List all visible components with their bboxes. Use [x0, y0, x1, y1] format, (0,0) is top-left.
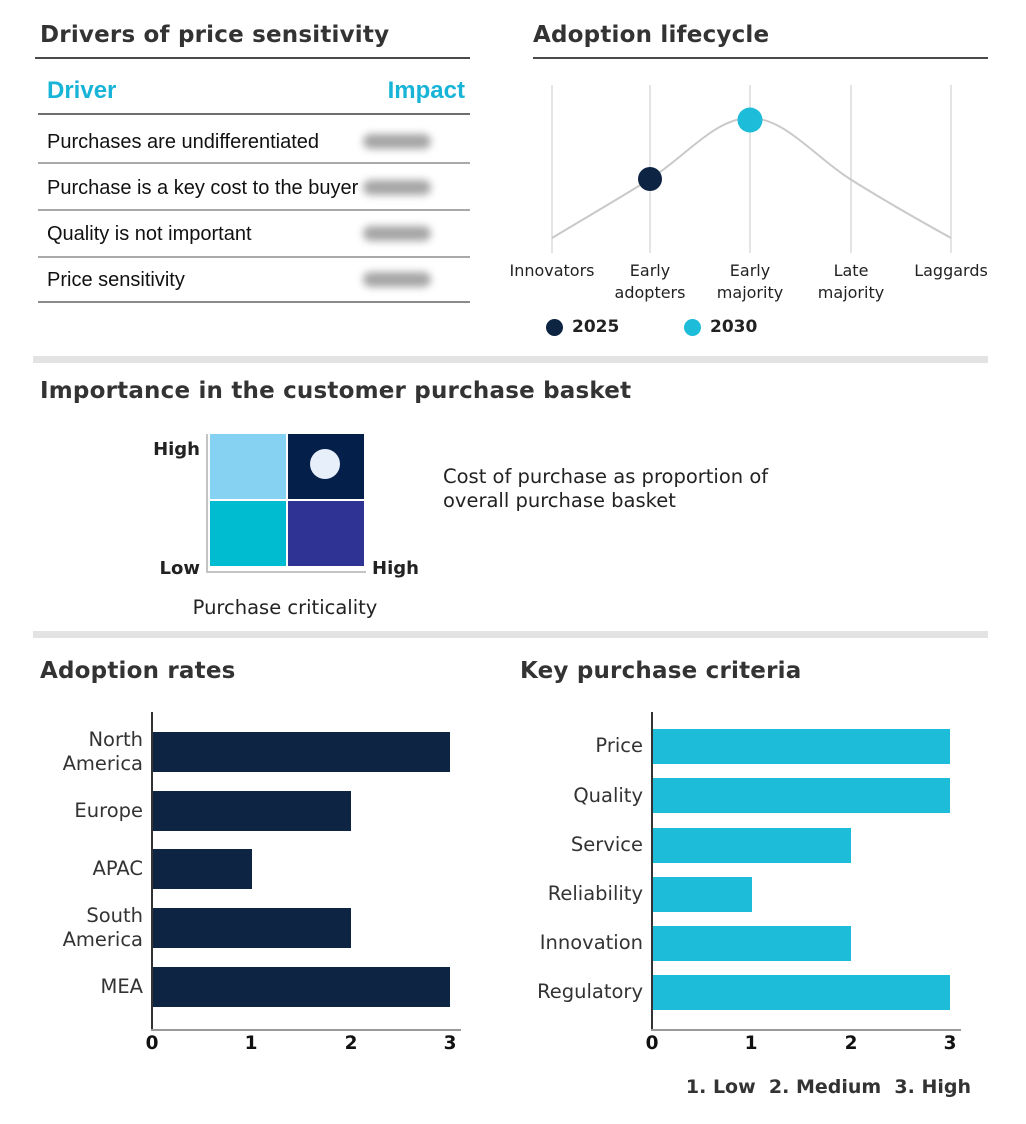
- impact-value-redacted: [363, 180, 431, 195]
- criteria-xtick: 0: [645, 1033, 659, 1054]
- bar-service: [653, 828, 851, 863]
- lifecycle-category-label: Laggards: [914, 261, 988, 280]
- marker-2030: [738, 108, 763, 133]
- x-axis-title: Purchase criticality: [192, 596, 378, 619]
- y-axis-low-label: Low: [159, 558, 200, 579]
- bar-south-america: [153, 908, 351, 948]
- rates-category-label: Europe: [74, 799, 143, 822]
- section-divider: [33, 356, 988, 363]
- criteria-category-label: Price: [595, 734, 643, 757]
- quadrant-top-left: [210, 434, 286, 499]
- criteria-category-label: Service: [570, 833, 643, 856]
- y-axis-high-label: High: [153, 439, 200, 460]
- table-row-separator: [38, 162, 470, 164]
- table-row-driver: Price sensitivity: [47, 269, 185, 291]
- criteria-category-label: Regulatory: [537, 980, 643, 1003]
- quadrant-bottom-right: [288, 501, 364, 566]
- lifecycle-category-label: Late majority: [817, 261, 885, 302]
- section-divider: [33, 631, 988, 638]
- rates-x-axis: [151, 1029, 461, 1031]
- basket-title: Importance in the customer purchase basket: [40, 378, 632, 404]
- matrix-marker-dot: [310, 449, 340, 479]
- impact-value-redacted: [363, 272, 431, 287]
- table-row-separator: [38, 256, 470, 258]
- matrix-y-axis: [206, 434, 208, 573]
- criteria-xtick: 3: [943, 1033, 957, 1054]
- table-row-driver: Quality is not important: [47, 223, 252, 245]
- lifecycle-title: Adoption lifecycle: [533, 22, 770, 48]
- lifecycle-chart: [530, 80, 1000, 258]
- impact-value-redacted: [363, 134, 431, 149]
- bar-europe: [153, 791, 351, 831]
- rates-category-label: APAC: [92, 857, 143, 880]
- criteria-category-label: Reliability: [547, 882, 643, 905]
- impact-value-redacted: [363, 226, 431, 241]
- column-header-impact: Impact: [387, 77, 465, 104]
- bar-quality: [653, 778, 950, 813]
- legend-label-2025: 2025: [572, 317, 620, 337]
- rates-category-label: South America: [62, 904, 143, 951]
- bar-mea: [153, 967, 450, 1007]
- criteria-title: Key purchase criteria: [520, 658, 802, 684]
- criteria-category-label: Innovation: [539, 931, 643, 954]
- matrix-x-axis: [206, 571, 366, 573]
- lifecycle-title-rule: [533, 57, 988, 59]
- quadrant-bottom-left: [210, 501, 286, 566]
- basket-annotation: Cost of purchase as proportion of overall purchase basket: [443, 465, 769, 512]
- rates-category-label: MEA: [100, 975, 143, 998]
- legend-label-2030: 2030: [710, 317, 758, 337]
- bar-price: [653, 729, 950, 764]
- table-row-driver: Purchases are undifferentiated: [47, 131, 320, 153]
- rates-xtick: 0: [145, 1033, 159, 1054]
- bar-innovation: [653, 926, 851, 961]
- criteria-x-axis: [651, 1029, 961, 1031]
- bar-regulatory: [653, 975, 950, 1010]
- bar-north-america: [153, 732, 450, 772]
- legend-dot-2030: [684, 319, 701, 336]
- lifecycle-category-label: Innovators: [509, 261, 595, 280]
- lifecycle-category-label: Early adopters: [614, 261, 686, 302]
- criteria-xtick: 1: [744, 1033, 758, 1054]
- bar-reliability: [653, 877, 752, 912]
- rates-xtick: 3: [443, 1033, 457, 1054]
- table-row-driver: Purchase is a key cost to the buyer: [47, 177, 359, 199]
- table-bottom-rule: [38, 301, 470, 303]
- drivers-title-rule: [35, 57, 470, 59]
- column-header-driver: Driver: [47, 77, 117, 104]
- table-header-rule: [38, 113, 470, 115]
- table-row-separator: [38, 209, 470, 211]
- legend-dot-2025: [546, 319, 563, 336]
- adoption-rates-title: Adoption rates: [40, 658, 236, 684]
- rates-xtick: 1: [244, 1033, 258, 1054]
- marker-2025: [638, 167, 662, 191]
- criteria-category-label: Quality: [573, 784, 643, 807]
- rates-category-label: North America: [62, 728, 143, 775]
- lifecycle-category-label: Early majority: [716, 261, 784, 302]
- bar-apac: [153, 849, 252, 889]
- x-axis-high-label: High: [372, 558, 419, 579]
- criteria-scale-footnote: 1. Low 2. Medium 3. High: [685, 1076, 971, 1098]
- rates-xtick: 2: [344, 1033, 358, 1054]
- bell-curve: [552, 118, 951, 238]
- drivers-table-title: Drivers of price sensitivity: [40, 22, 390, 48]
- criteria-xtick: 2: [844, 1033, 858, 1054]
